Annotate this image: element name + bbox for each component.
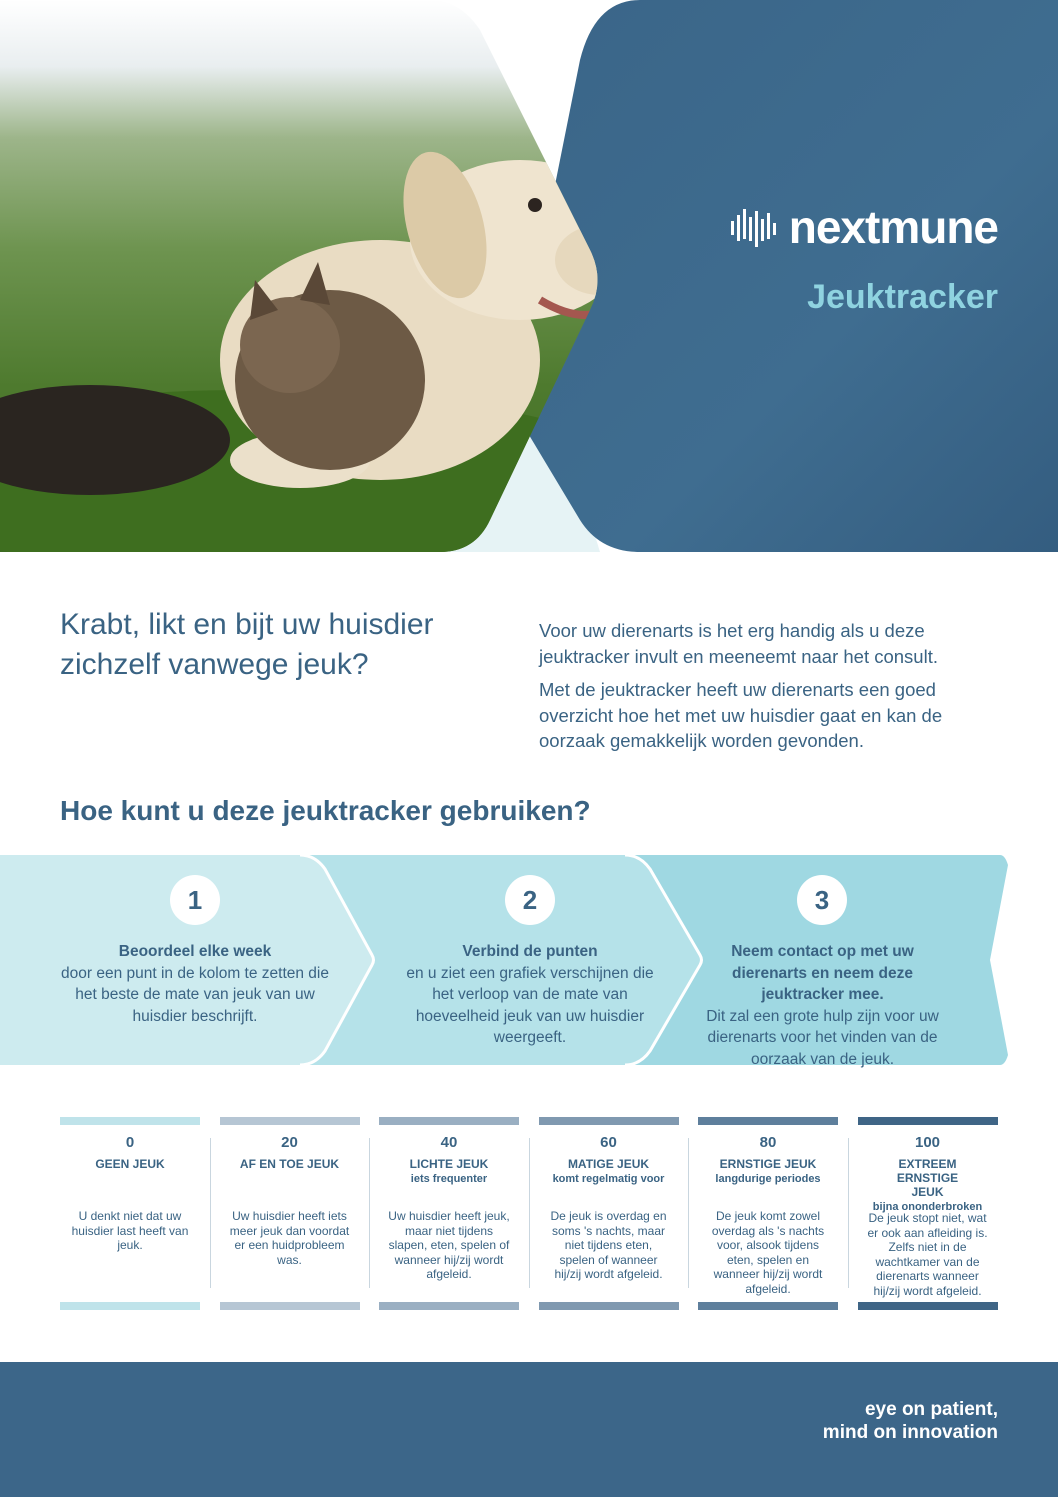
scale-label: EXTREEM ERNSTIGE JEUK bijna ononderbroken (872, 1157, 983, 1213)
step-2 (395, 855, 665, 1065)
brand-name: nextmune (788, 201, 998, 253)
how-to-title: Hoe kunt u deze jeuktracker gebruiken? (60, 795, 591, 826)
step-1-number: 1 (170, 875, 220, 925)
step-2-heading: Verbind de punten (462, 943, 598, 960)
scale-divider (688, 1138, 689, 1288)
scale-description: Uw huisdier heeft iets meer jeuk dan voordat er een huidprobleem was. (229, 1209, 350, 1267)
step-3 (695, 855, 950, 1068)
scale-bar-bottom (698, 1302, 838, 1310)
scale-value: 100 (914, 1134, 941, 1151)
scale-bar-top (698, 1117, 838, 1125)
steps-section (0, 855, 1058, 1068)
scale-label: ERNSTIGE JEUK langdurige periodes (715, 1157, 821, 1185)
scale-value: 20 (281, 1134, 298, 1151)
scale-column (60, 1117, 200, 1309)
scale-description: De jeuk komt zowel overdag als 's nachts voor, alsook tijdens eten, spelen en wanneer hij/zij wordt afgeleid. (711, 1209, 825, 1296)
scale-bar-bottom (858, 1302, 998, 1310)
scale-value: 80 (759, 1134, 777, 1151)
scale-label: MATIGE JEUK komt regelmatig voor (552, 1157, 665, 1185)
scale-bar-top (858, 1117, 998, 1125)
scale-label: GEEN JEUK (95, 1157, 165, 1171)
step-3-text: Dit zal een grote hulp zijn voor uw dierenarts voor het vinden van de oorzaak van de jeuk. (706, 1007, 939, 1068)
step-1 (60, 855, 330, 1065)
step-1-heading: Beoordeel elke week (118, 943, 272, 960)
scale-description: Uw huisdier heeft jeuk, maar niet tijdens slapen, eten, spelen of wanneer hij/zij wordt afgeleid. (388, 1209, 510, 1281)
intro-paragraph-2: Met de jeuktracker heeft uw dierenarts een goed overzicht hoe het met uw huisdier gaat en kan de oorzaak gemakkelijk worden gevonden. (539, 679, 943, 751)
step-3-heading: Neem contact op met uw dierenarts en neem deze jeuktracker mee. (731, 943, 914, 1003)
scale-bar-top (60, 1117, 200, 1125)
scale-description: De jeuk stopt niet, wat er ook aan afleiding is. Zelfs niet in de wachtkamer van de dierenarts wanneer hij/zij wordt afgeleid. (867, 1211, 988, 1298)
step-3-number: 3 (797, 875, 847, 925)
scale-divider (369, 1138, 370, 1288)
scale-bar-bottom (220, 1302, 360, 1310)
scale-column (858, 1117, 998, 1309)
scale-bar-bottom (60, 1302, 200, 1310)
scale-bar-top (539, 1117, 679, 1125)
scale-value: 60 (600, 1134, 617, 1151)
intro-paragraph-1: Voor uw dierenarts is het erg handig als u deze jeuktracker invult en meeneemt naar het consult. (539, 620, 938, 667)
brand-logo (729, 200, 998, 254)
scale-description: U denkt niet dat uw huisdier last heeft van jeuk. (71, 1209, 189, 1252)
scale-column (539, 1117, 679, 1309)
slogan-line-2: mind on innovation (822, 1422, 998, 1443)
scale-value: 0 (125, 1134, 135, 1151)
step-2-text: en u ziet een grafiek verschijnen die het verloop van de mate van hoeveelheid jeuk van uw huisdier weergeeft. (406, 964, 654, 1046)
intro-question: Krabt, likt en bijt uw huisdier zichzelf vanwege jeuk? (60, 608, 434, 681)
hero-background (0, 0, 1058, 552)
slogan (823, 1398, 998, 1444)
intro-text (539, 618, 1009, 754)
scale-label: LICHTE JEUK iets frequenter (409, 1157, 489, 1185)
nextmune-logo-icon (729, 203, 777, 251)
scale-column (698, 1117, 838, 1309)
step-2-number: 2 (505, 875, 555, 925)
scale-divider (529, 1138, 530, 1288)
scale-bar-bottom (539, 1302, 679, 1310)
footer (0, 1362, 1058, 1497)
scale-bar-top (220, 1117, 360, 1125)
step-1-text: door een punt in de kolom te zetten die het beste de mate van jeuk van uw huisdier beschrijft. (61, 964, 329, 1025)
scale-value: 40 (440, 1134, 458, 1151)
scale-description: De jeuk is overdag en soms 's nachts, maar niet tijdens eten, spelen of wanneer hij/zij wordt afgeleid. (550, 1209, 667, 1281)
scale-column (379, 1117, 519, 1309)
scale-column (220, 1117, 360, 1309)
scale-divider (210, 1138, 211, 1288)
slogan-line-1: eye on patient, (864, 1399, 998, 1420)
scale-bar-top (379, 1117, 519, 1125)
page-title: Jeuktracker (807, 278, 998, 316)
scale-bar-bottom (379, 1302, 519, 1310)
hero-section (0, 0, 1058, 552)
scale-divider (848, 1138, 849, 1288)
scale-label: AF EN TOE JEUK (239, 1157, 340, 1171)
